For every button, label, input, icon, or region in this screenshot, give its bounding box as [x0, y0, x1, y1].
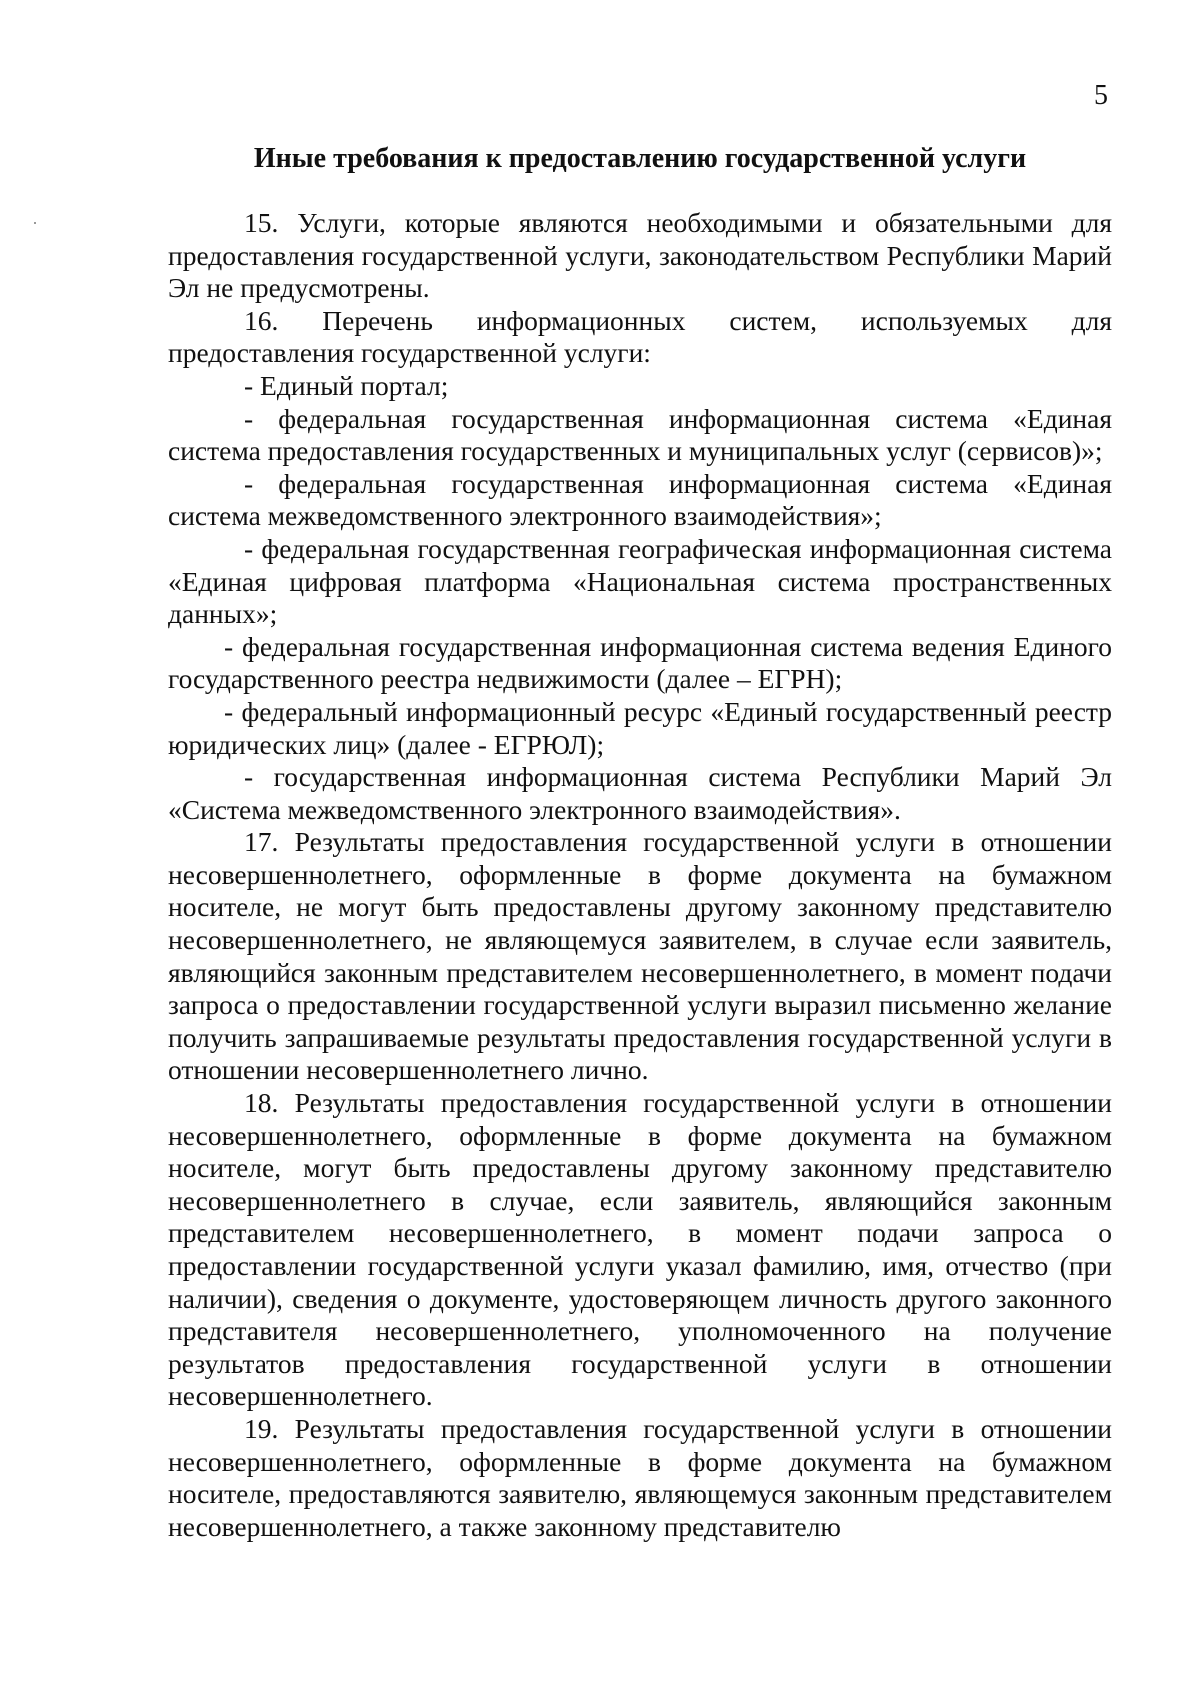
- list-item-regional-smev: - государственная информационная система Республики Марий Эл «Система межведомственного электронного взаимодействия».: [168, 761, 1112, 825]
- list-item-smev: - федеральная государственная информационная система «Единая система межведомственного электронного взаимодействия»;: [168, 467, 1112, 532]
- paragraph-18: 18. Результаты предоставления государственной услуги в отношении несовершеннолетнего, оформленные в форме документа на бумажном носителе, могут быть предоставлены другому законному представителю несовершеннолетнего в случае, если заявитель, являющийся законным представителем несовершеннолетнего, в момент подачи запроса о предоставлении государственной услуги указал фамилию, имя, отчество (при наличии), сведения о документе, удостоверяющем личность другого законного представителя несовершеннолетнего, уполномоченного на получение результатов предоставления государственной услуги в отношении несовершеннолетнего.: [168, 1087, 1112, 1412]
- paragraph-19: 19. Результаты предоставления государственной услуги в отношении несовершеннолетнего, оформленные в форме документа на бумажном носителе, предоставляются заявителю, являющемуся законным представителем несовершеннолетнего, а также законному представителю: [168, 1412, 1112, 1542]
- page-number: 5: [1094, 80, 1108, 111]
- section-heading: Иные требования к предоставлению государственной услуги: [253, 143, 1027, 174]
- list-item-unified-portal: - Единый портал;: [244, 369, 449, 401]
- paragraph-17: 17. Результаты предоставления государственной услуги в отношении несовершеннолетнего, оформленные в форме документа на бумажном носителе, не могут быть предоставлены другому законному представителю несовершеннолетнего, не являющемуся заявителем, в случае если заявитель, являющийся законным представителем несовершеннолетнего, в момент подачи запроса о предоставлении государственной услуги выразил письменно желание получить запрашиваемые результаты предоставления государственной услуги в отношении несовершеннолетнего лично.: [168, 826, 1112, 1086]
- list-item-egrul: - федеральный информационный ресурс «Единый государственный реестр юридических лиц» (далее - ЕГРЮЛ);: [168, 695, 1112, 760]
- document-body: [168, 207, 1112, 1543]
- scan-speck: [34, 222, 36, 224]
- paragraph-15: 15. Услуги, которые являются необходимыми и обязательными для предоставления государственной услуги, законодательством Республики Марий Эл не предусмотрены.: [168, 207, 1112, 304]
- list-item-egrn: - федеральная государственная информационная система ведения Единого государственного реестра недвижимости (далее – ЕГРН);: [168, 630, 1112, 695]
- list-item-epgu: - федеральная государственная информационная система «Единая система предоставления государственных и муниципальных услуг (сервисов)»;: [168, 402, 1112, 467]
- paragraph-16: 16. Перечень информационных систем, используемых для предоставления государственной услуги:: [168, 304, 1112, 369]
- list-item-nspd: - федеральная государственная географическая информационная система «Единая цифровая платформа «Национальная система пространственных данных»;: [168, 532, 1112, 630]
